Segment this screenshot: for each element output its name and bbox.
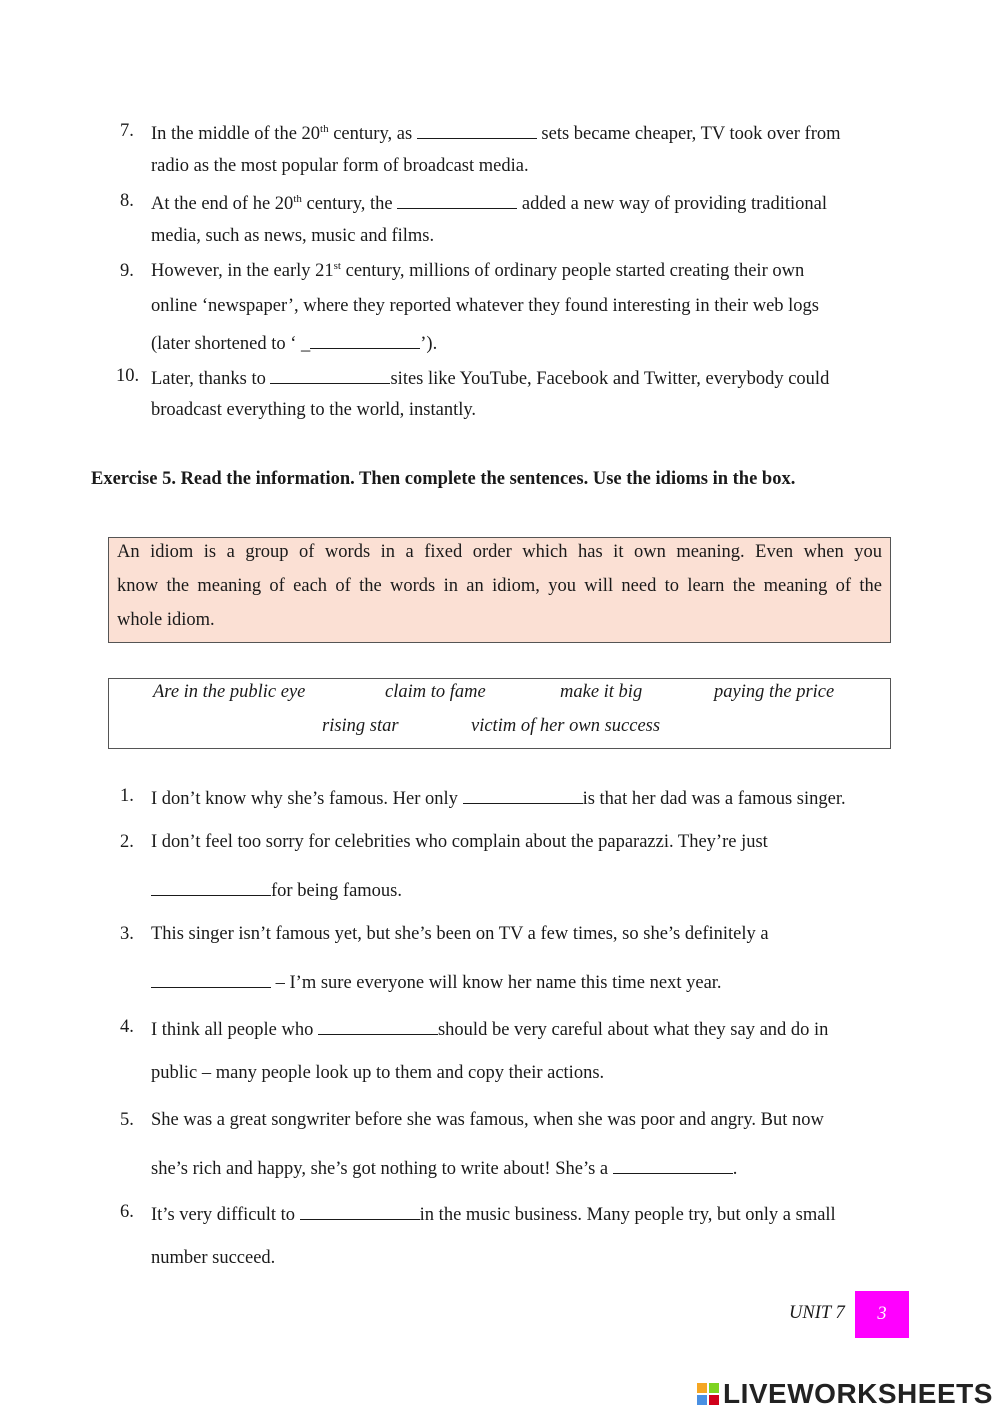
item-line: However, in the early 21st century, millions of ordinary people started creating their own <box>151 259 805 281</box>
item-number: 8. <box>120 191 134 211</box>
item-line: broadcast everything to the world, instantly. <box>151 400 477 420</box>
item-line: I don’t feel too sorry for celebrities who complain about the paparazzi. They’re just <box>151 832 768 852</box>
item-line: (later shortened to ‘ _ ’). <box>151 331 437 355</box>
item-line: – I’m sure everyone will know her name this time next year. <box>151 970 722 994</box>
item-line: radio as the most popular form of broadcast media. <box>151 156 529 176</box>
answer-blank[interactable] <box>310 331 420 349</box>
item-line: I think all people who should be very careful about what they say and do in <box>151 1017 828 1041</box>
page-number-badge: 3 <box>855 1291 909 1338</box>
brand-name: LIVEWORKSHEETS <box>723 1378 993 1409</box>
item-line: online ‘newspaper’, where they reported whatever they found interesting in their web logs <box>151 296 820 316</box>
item-line: Later, thanks to sites like YouTube, Facebook and Twitter, everybody could <box>151 366 829 390</box>
unit-label: UNIT 7 <box>789 1303 845 1323</box>
item-number: 4. <box>120 1017 134 1037</box>
answer-blank[interactable] <box>397 191 517 209</box>
idiom-option: victim of her own success <box>471 716 661 736</box>
answer-blank[interactable] <box>151 878 271 896</box>
answer-blank[interactable] <box>417 121 537 139</box>
item-number: 5. <box>120 1110 134 1130</box>
exercise-heading: Exercise 5. Read the information. Then complete the sentences. Use the idioms in the box. <box>91 469 796 489</box>
item-number: 6. <box>120 1202 134 1222</box>
idiom-option: paying the price <box>714 682 835 702</box>
logo-grid-icon <box>697 1383 719 1405</box>
info-line: An idiom is a group of words in a fixed order which has it own meaning. Even when you <box>117 542 882 562</box>
idiom-option: make it big <box>560 682 643 702</box>
item-line: media, such as news, music and films. <box>151 226 435 246</box>
idiom-option: claim to fame <box>385 682 486 702</box>
item-line: She was a great songwriter before she was famous, when she was poor and angry. But now <box>151 1110 824 1130</box>
answer-blank[interactable] <box>463 786 583 804</box>
answer-blank[interactable] <box>270 366 390 384</box>
item-number: 1. <box>120 786 134 806</box>
item-line: It’s very difficult to in the music business. Many people try, but only a small <box>151 1202 836 1226</box>
answer-blank[interactable] <box>613 1156 733 1174</box>
answer-blank[interactable] <box>300 1202 420 1220</box>
answer-blank[interactable] <box>318 1017 438 1035</box>
item-line: This singer isn’t famous yet, but she’s been on TV a few times, so she’s definitely a <box>151 924 769 944</box>
item-number: 3. <box>120 924 134 944</box>
item-line: public – many people look up to them and copy their actions. <box>151 1063 605 1083</box>
liveworksheets-logo[interactable] <box>697 1377 993 1411</box>
item-line: she’s rich and happy, she’s got nothing to write about! She’s a . <box>151 1156 737 1180</box>
answer-blank[interactable] <box>151 970 271 988</box>
item-line: I don’t know why she’s famous. Her only is that her dad was a famous singer. <box>151 786 846 810</box>
item-number: 9. <box>120 261 134 281</box>
idiom-option: rising star <box>322 716 399 736</box>
item-line: In the middle of the 20th century, as sets became cheaper, TV took over from <box>151 122 841 144</box>
item-number: 2. <box>120 832 134 852</box>
item-number: 7. <box>120 121 134 141</box>
info-box <box>108 537 891 643</box>
idiom-box <box>108 678 891 749</box>
item-line: number succeed. <box>151 1248 276 1268</box>
item-line: At the end of he 20th century, the added a new way of providing traditional <box>151 192 828 214</box>
idiom-option: Are in the public eye <box>153 682 306 702</box>
item-line: for being famous. <box>151 878 402 902</box>
info-line: whole idiom. <box>117 610 215 630</box>
info-line: know the meaning of each of the words in an idiom, you will need to learn the meaning of the <box>117 576 882 596</box>
item-number: 10. <box>116 366 140 386</box>
